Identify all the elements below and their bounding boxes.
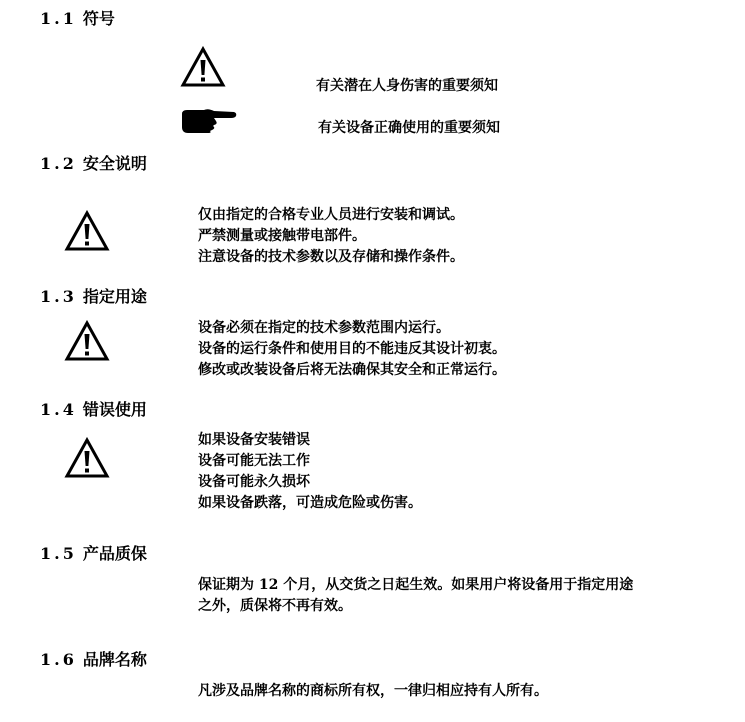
warning-symbol-description: 有关潜在人身伤害的重要须知 <box>316 78 498 94</box>
text-line: 如果设备跌落，可造成危险或伤害。 <box>198 495 422 511</box>
section-heading-safety <box>40 154 147 174</box>
text-line: 设备的运行条件和使用目的不能违反其设计初衷。 <box>198 341 506 357</box>
text-line: 之外，质保将不再有效。 <box>198 598 352 614</box>
section-number: 1.6 <box>40 650 77 669</box>
text-line: 凡涉及品牌名称的商标所有权，一律归相应持有人所有。 <box>198 683 548 699</box>
text-line: 仅由指定的合格专业人员进行安装和调试。 <box>198 207 464 223</box>
section-title: 品牌名称 <box>82 650 147 669</box>
section-heading-misuse <box>40 400 147 420</box>
warranty-text <box>198 575 633 617</box>
section-title: 符号 <box>82 9 115 28</box>
warning-triangle-icon <box>180 46 226 88</box>
section-title: 指定用途 <box>82 287 147 306</box>
text-line: 设备可能无法工作 <box>198 453 310 469</box>
section-heading-warranty <box>40 544 147 564</box>
text-line: 严禁测量或接触带电部件。 <box>198 228 366 244</box>
safety-instructions <box>198 205 464 268</box>
section-heading-brand <box>40 650 147 670</box>
section-number: 1.2 <box>40 154 77 173</box>
misuse-text <box>198 430 422 514</box>
section-heading-symbols <box>40 9 115 29</box>
warning-triangle-icon <box>64 437 110 479</box>
section-number: 1.5 <box>40 544 77 563</box>
section-title: 错误使用 <box>82 400 147 419</box>
warning-triangle-icon <box>64 210 110 252</box>
section-number: 1.1 <box>40 9 77 28</box>
text-line: 设备可能永久损坏 <box>198 474 310 490</box>
text-line: 保证期为 12 个月，从交货之日起生效。如果用户将设备用于指定用途 <box>198 577 634 593</box>
section-number: 1.3 <box>40 287 77 306</box>
section-title: 产品质保 <box>82 544 147 563</box>
intended-use-text <box>198 318 506 381</box>
hand-symbol-description: 有关设备正确使用的重要须知 <box>318 120 500 136</box>
warning-triangle-icon <box>64 320 110 362</box>
brand-text <box>198 681 548 702</box>
text-line: 设备必须在指定的技术参数范围内运行。 <box>198 320 450 336</box>
text-line: 注意设备的技术参数以及存储和操作条件。 <box>198 249 464 265</box>
section-number: 1.4 <box>40 400 77 419</box>
text-line: 如果设备安装错误 <box>198 432 310 448</box>
text-line: 修改或改装设备后将无法确保其安全和正常运行。 <box>198 362 506 378</box>
section-heading-intended-use <box>40 287 147 307</box>
pointing-hand-icon <box>180 108 238 138</box>
section-title: 安全说明 <box>82 154 147 173</box>
